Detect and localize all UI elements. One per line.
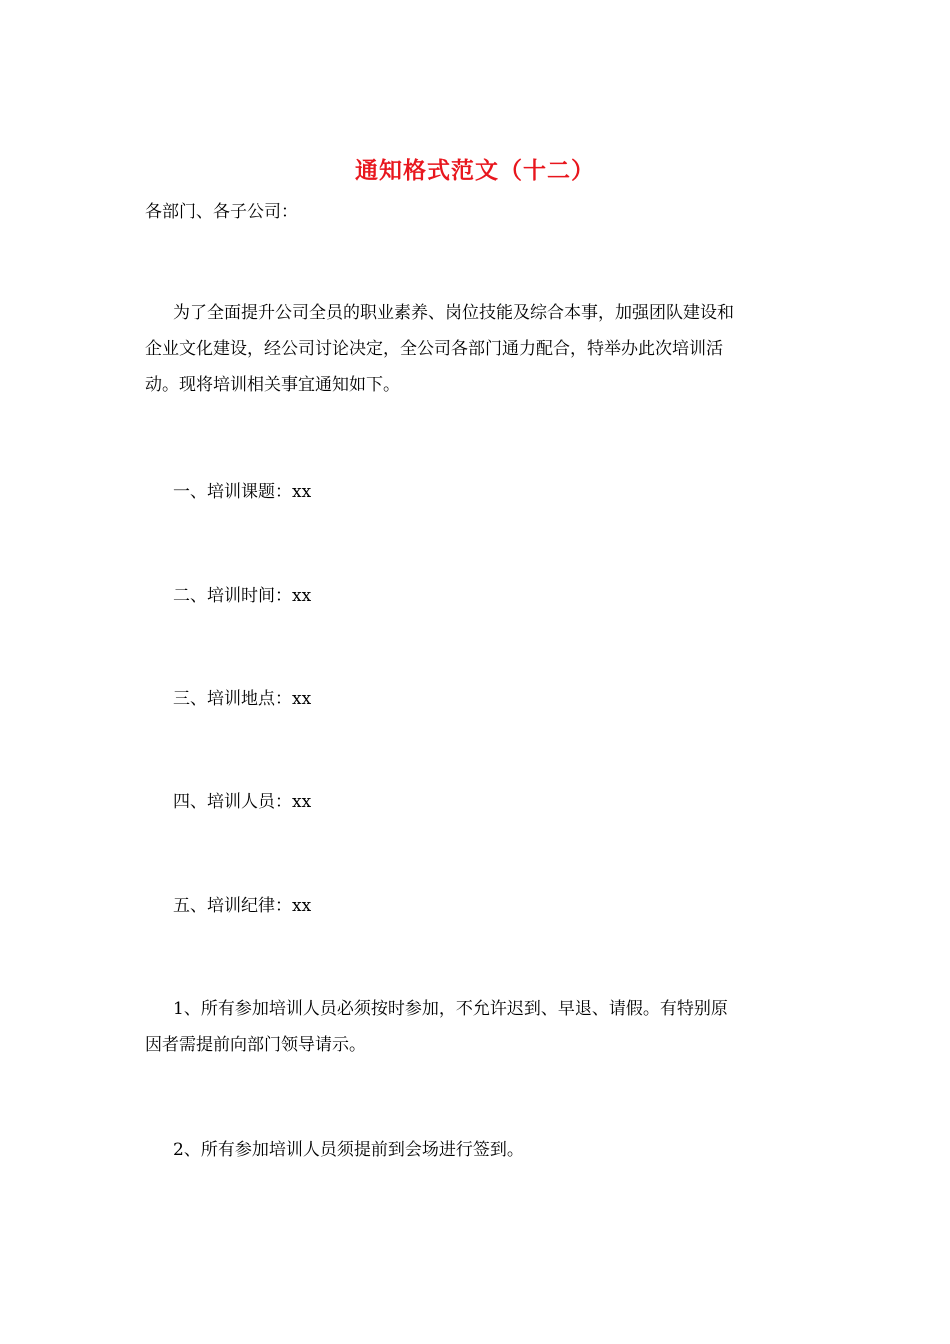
rule-1-paragraph [145, 991, 810, 1063]
intro-line-2: 企业文化建设，经公司讨论决定，全公司各部门通力配合，特举办此次培训活 [145, 339, 723, 359]
item-location: 三、培训地点：xx [173, 689, 312, 709]
intro-line-3: 动。现将培训相关事宜通知如下。 [145, 375, 400, 395]
intro-line-1: 为了全面提升公司全员的职业素养、岗位技能及综合本事，加强团队建设和 [173, 303, 734, 323]
item-time: 二、培训时间：xx [173, 586, 312, 606]
intro-paragraph [145, 295, 810, 403]
item-participants: 四、培训人员：xx [173, 792, 312, 812]
item-topic: 一、培训课题：xx [173, 482, 312, 502]
rule-1-line-2: 因者需提前向部门领导请示。 [145, 1035, 366, 1055]
item-discipline: 五、培训纪律：xx [173, 896, 312, 916]
document-title: 通知格式范文（十二） [355, 157, 595, 184]
salutation: 各部门、各子公司： [145, 202, 298, 222]
rule-1-line-1: 1、所有参加培训人员必须按时参加，不允许迟到、早退、请假。有特别原 [173, 999, 728, 1019]
rule-2: 2、所有参加培训人员须提前到会场进行签到。 [173, 1140, 524, 1160]
